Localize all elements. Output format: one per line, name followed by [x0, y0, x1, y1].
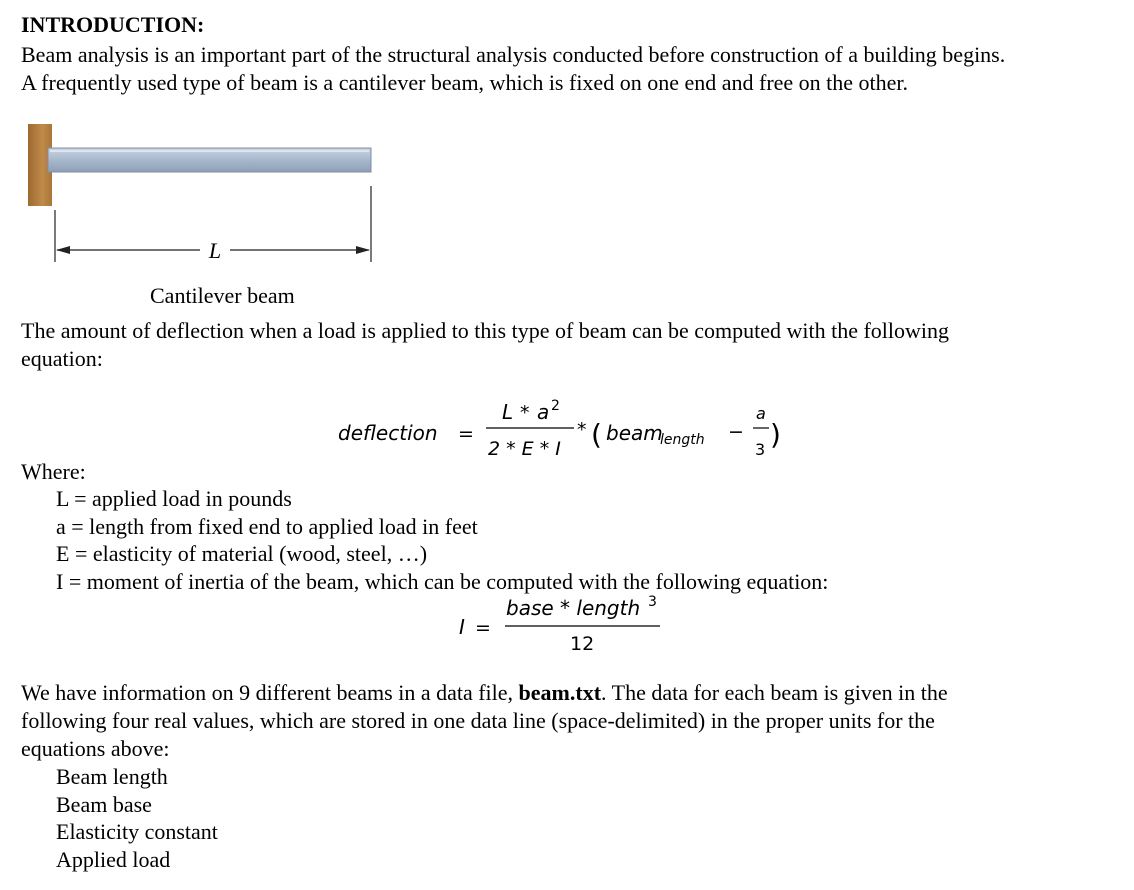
small-fraction-denominator: 3 [755, 440, 766, 459]
numerator-operator: * [520, 402, 530, 424]
data-file-line: following four real values, which are stored in one data line (space-delimited) in the proper units for the [21, 708, 935, 733]
data-filename: beam.txt [518, 680, 602, 705]
inertia-denominator: 12 [570, 633, 595, 655]
data-field-item: Applied load [56, 846, 171, 872]
where-label: Where: [21, 459, 86, 484]
inertia-lhs: I [459, 615, 465, 639]
data-field-item: Beam base [56, 791, 152, 817]
data-field-item: Beam length [56, 764, 168, 789]
inertia-equals: = [475, 617, 491, 639]
times-operator: * [577, 419, 587, 441]
numerator-L: L [502, 400, 514, 424]
definition-item: I = moment of inertia of the beam, which can be computed with the following equation: [56, 568, 829, 594]
numerator-exponent: 2 [551, 398, 560, 414]
figure-caption: Cantilever beam [150, 283, 295, 308]
data-field-list [56, 763, 218, 873]
equation-equals: = [458, 423, 474, 445]
data-file-text: . The data for each beam is given in the [601, 680, 948, 705]
small-fraction-numerator: a [756, 404, 766, 423]
beam-subscript: length [660, 432, 705, 448]
beam-term: beam [606, 421, 663, 445]
numerator-a: a [537, 400, 550, 424]
definition-item: a = length from fixed end to applied load in feet [56, 513, 478, 539]
data-field-item: Elasticity constant [56, 819, 218, 844]
data-file-line: equations above: [21, 736, 170, 761]
paren-close: ) [770, 418, 781, 451]
paren-open: ( [591, 418, 602, 451]
minus-operator: − [728, 421, 744, 443]
intro-line: Beam analysis is an important part of the structural analysis conducted before construction of a building begins. [21, 42, 1006, 67]
definition-item: E = elasticity of material (wood, steel, …) [56, 541, 428, 566]
data-file-paragraph [21, 679, 948, 763]
equation-lhs: deflection [338, 421, 438, 445]
denominator: 2 * E * I [488, 438, 561, 460]
section-heading: INTRODUCTION: [21, 12, 205, 37]
data-file-text: We have information on 9 different beams in a data file, [21, 680, 519, 705]
definition-item: L = applied load in pounds [56, 486, 292, 511]
deflection-intro-line: equation: [21, 346, 103, 371]
data-file-line [21, 679, 948, 707]
dimension-label: L [208, 238, 222, 263]
inertia-exponent: 3 [648, 594, 657, 610]
inertia-numerator: base * length [506, 596, 641, 620]
intro-line: A frequently used type of beam is a cantilever beam, which is fixed on one end and free on the other. [21, 70, 909, 95]
deflection-intro-line: The amount of deflection when a load is applied to this type of beam can be computed with the following [21, 318, 950, 343]
